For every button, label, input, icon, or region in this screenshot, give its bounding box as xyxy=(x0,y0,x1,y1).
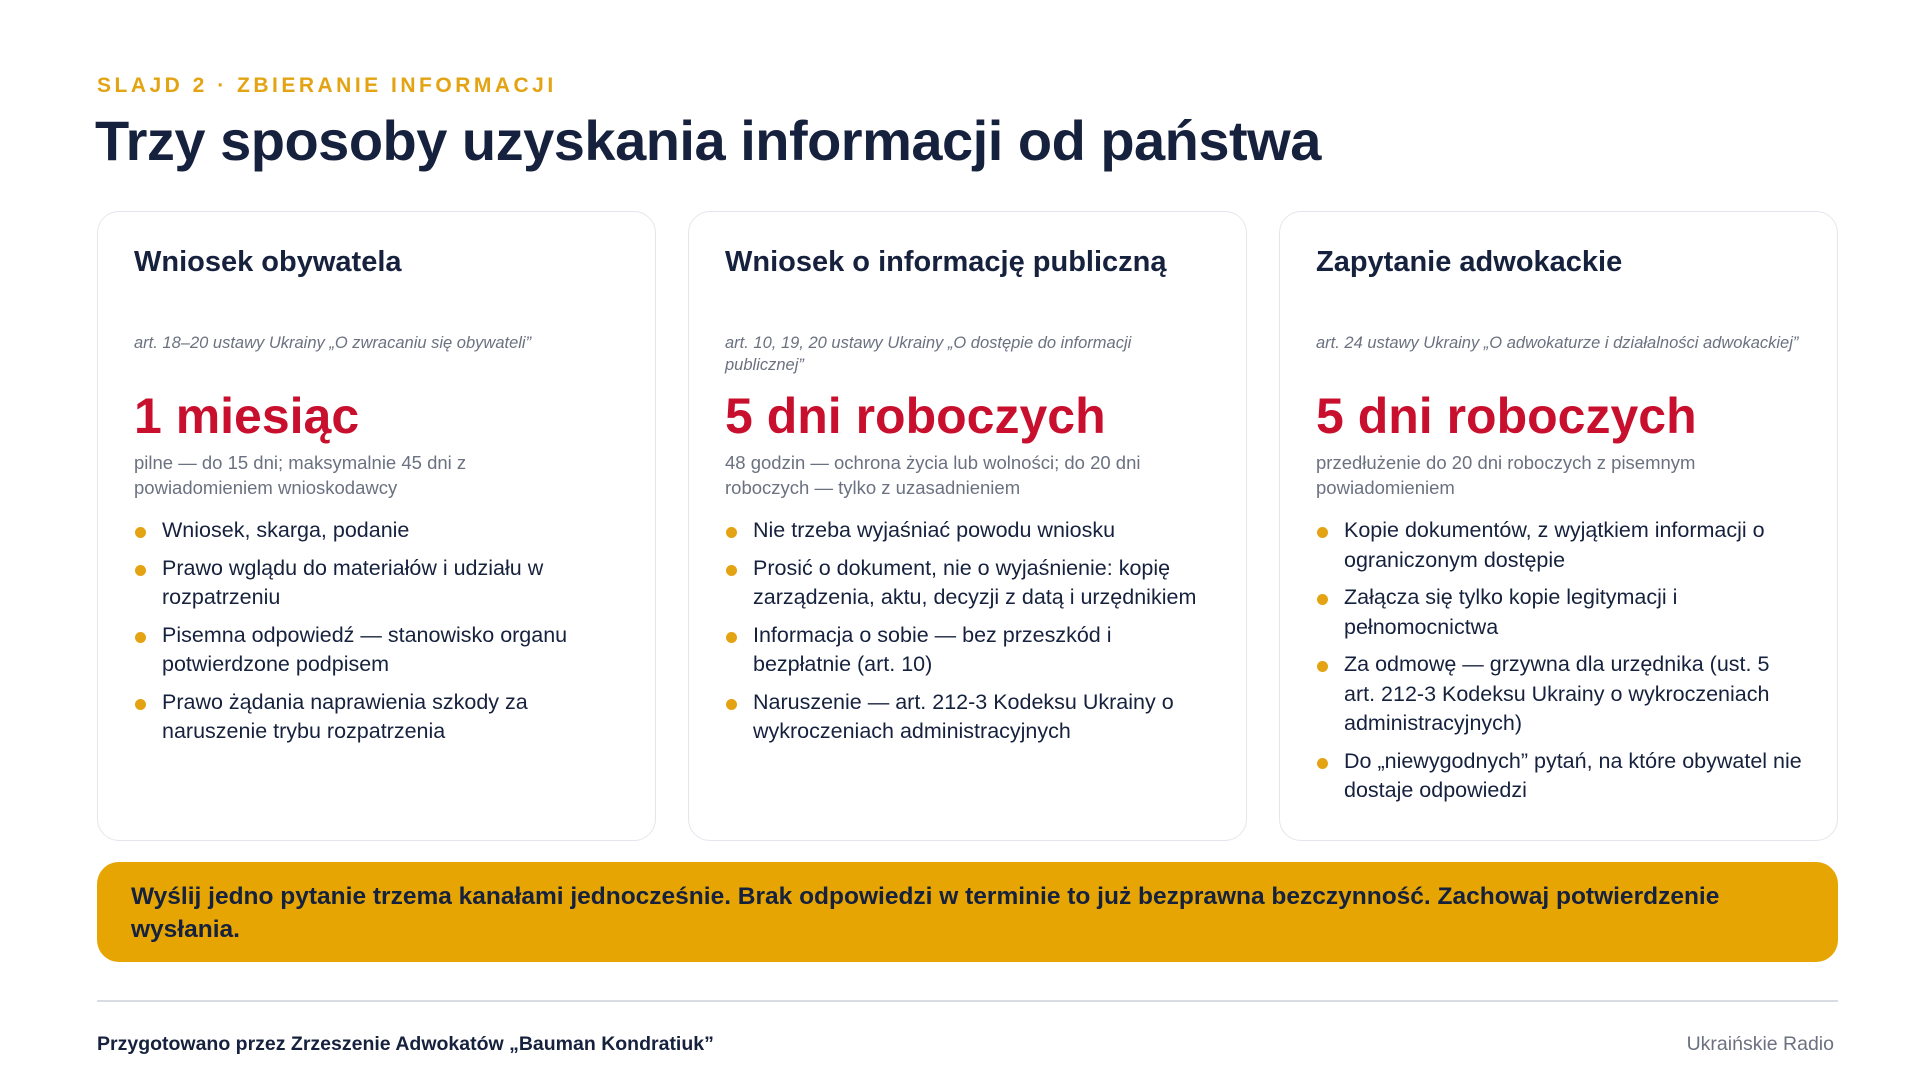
bullet-text: Kopie dokumentów, z wyjątkiem informacji o ograniczonym dostępie xyxy=(1344,518,1765,572)
bullet-text: Prawo żądania naprawienia szkody za naruszenie trybu rozpatrzenia xyxy=(162,689,528,743)
bullet-text: Naruszenie — art. 212-3 Kodeksu Ukrainy o wykroczeniach administracyjnych xyxy=(753,689,1174,743)
bullet-item xyxy=(725,554,1212,613)
page-title: Trzy sposoby uzyskania informacji od państwa xyxy=(95,109,1321,172)
bullet-item xyxy=(1316,747,1803,806)
bullet-item xyxy=(134,621,621,680)
bullet-dot-icon xyxy=(1317,527,1328,538)
bullet-dot-icon xyxy=(1317,661,1328,672)
bullet-text: Do „niewygodnych” pytań, na które obywatel nie dostaje odpowiedzi xyxy=(1344,748,1802,802)
bullet-text: Pisemna odpowiedź — stanowisko organu potwierdzone podpisem xyxy=(162,622,568,676)
bullet-item xyxy=(725,621,1212,680)
card-public-information-request xyxy=(688,211,1247,841)
bullet-item xyxy=(725,688,1212,747)
card-deadline: 1 miesiąc xyxy=(134,388,360,444)
card-title: Zapytanie adwokackie xyxy=(1316,246,1623,278)
bullet-item xyxy=(725,516,1212,546)
bullet-dot-icon xyxy=(726,632,737,643)
bullet-list xyxy=(1316,516,1803,806)
footer-credit: Przygotowano przez Zrzeszenie Adwokatów „Bauman Kondratiuk” xyxy=(97,1033,714,1055)
card-note: 48 godzin — ochrona życia lub wolności; do 20 dni roboczych — tylko z uzasadnieniem xyxy=(725,452,1141,498)
bullet-text: Prawo wglądu do materiałów i udziału w rozpatrzeniu xyxy=(162,555,544,609)
bullet-dot-icon xyxy=(135,565,146,576)
bullet-dot-icon xyxy=(1317,758,1328,769)
bullet-text: Prosić o dokument, nie o wyjaśnienie: kopię zarządzenia, aktu, decyzji z datą i urzędnikiem xyxy=(753,555,1197,609)
bullet-item xyxy=(1316,516,1803,575)
card-citation: art. 10, 19, 20 ustawy Ukrainy „O dostępie do informacji publicznej” xyxy=(725,334,1132,374)
bullet-dot-icon xyxy=(726,527,737,538)
bullet-text: Za odmowę — grzywna dla urzędnika (ust. 5 art. 212-3 Kodeksu Ukrainy o wykroczeniach administracyjnych) xyxy=(1344,652,1770,735)
footer-divider xyxy=(97,1000,1838,1002)
bullet-dot-icon xyxy=(135,699,146,710)
card-note: pilne — do 15 dni; maksymalnie 45 dni z powiadomieniem wnioskodawcy xyxy=(134,452,467,498)
bullet-dot-icon xyxy=(135,527,146,538)
card-citation: art. 18–20 ustawy Ukrainy „O zwracaniu się obywateli” xyxy=(134,334,532,352)
bullet-dot-icon xyxy=(726,699,737,710)
slide-eyebrow: SLAJD 2 · ZBIERANIE INFORMACJI xyxy=(97,74,557,97)
bullet-dot-icon xyxy=(1317,594,1328,605)
card-deadline: 5 dni roboczych xyxy=(725,388,1106,444)
bullet-list xyxy=(134,516,621,747)
bullet-dot-icon xyxy=(726,565,737,576)
card-deadline: 5 dni roboczych xyxy=(1316,388,1697,444)
bullet-text: Informacja o sobie — bez przeszkód i bezpłatnie (art. 10) xyxy=(753,622,1112,676)
card-note: przedłużenie do 20 dni roboczych z pisemnym powiadomieniem xyxy=(1316,452,1696,498)
bullet-item xyxy=(1316,583,1803,642)
card-citizen-request xyxy=(97,211,656,841)
bullet-text: Wniosek, skarga, podanie xyxy=(162,518,410,542)
bullet-item xyxy=(134,554,621,613)
card-title: Wniosek obywatela xyxy=(134,246,402,278)
callout-banner: Wyślij jedno pytanie trzema kanałami jednocześnie. Brak odpowiedzi w terminie to już bezprawna bezczynność. Zachowaj potwierdzenie wysłania. xyxy=(97,862,1838,962)
card-attorney-inquiry xyxy=(1279,211,1838,841)
bullet-item xyxy=(134,516,621,546)
card-title: Wniosek o informację publiczną xyxy=(725,246,1167,278)
cards-row xyxy=(97,211,1838,841)
bullet-item xyxy=(134,688,621,747)
bullet-dot-icon xyxy=(135,632,146,643)
bullet-text: Nie trzeba wyjaśniać powodu wniosku xyxy=(753,518,1116,542)
footer-brand: Ukraińskie Radio xyxy=(1686,1033,1834,1055)
bullet-list xyxy=(725,516,1212,747)
bullet-item xyxy=(1316,650,1803,739)
card-citation: art. 24 ustawy Ukrainy „O adwokaturze i działalności adwokackiej” xyxy=(1316,334,1799,352)
bullet-text: Załącza się tylko kopie legitymacji i pełnomocnictwa xyxy=(1344,585,1678,639)
